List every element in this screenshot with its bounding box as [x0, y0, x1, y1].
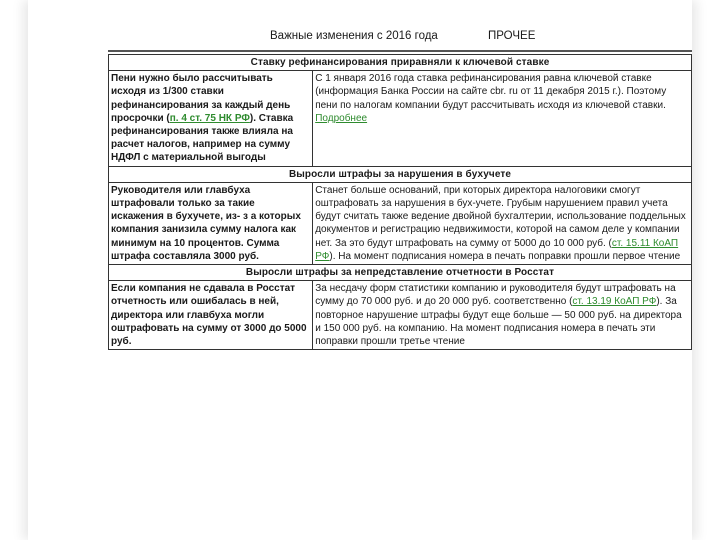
details-link[interactable]: Подробнее	[315, 112, 368, 124]
law-link[interactable]: ст. 15.11 КоАП РФ	[315, 237, 679, 262]
changes-table	[108, 54, 692, 350]
after-cell	[313, 71, 692, 166]
section-label: ПРОЧЕЕ	[488, 30, 536, 42]
law-link[interactable]: ст. 13.19 КоАП РФ	[572, 296, 657, 308]
header-divider	[108, 50, 692, 52]
after-text: Станет больше оснований, при которых директора налоговики смогут оштрафовать за нарушения в бух-учете. Грубым нарушением правил учета будут считать также ведение двойной бухгалтерии, использование поддельных документов и регистрацию недвижимости, которой на самом деле у компании нет. За это будут штрафовать на сумму от 5000 до 10 000 руб. (	[315, 184, 686, 249]
slide-header	[0, 30, 720, 50]
law-link[interactable]: п. 4 ст. 75 НК РФ	[169, 112, 250, 124]
table-heading-row	[109, 55, 692, 71]
after-text: За несдачу форм статистики компанию и руководителя будут штрафовать на сумму до 70 000 руб. и до 20 000 руб. соответственно (	[315, 283, 676, 308]
table-row	[109, 182, 692, 264]
before-cell	[109, 71, 313, 166]
table-heading-row	[109, 166, 692, 182]
after-text: С 1 января 2016 года ставка рефинансирования равна ключевой ставке (информация Банка России на сайте cbr. ru от 11 декабря 2015 г.). Поэтому пени по налогам компании будут рассчитывать исходя из ключевой ставки.	[315, 73, 667, 111]
before-text: Руководителя или главбуха штрафовали только за такие искажения в бухучете, из- з а которых компания занизила сумму налога как минимум на 10 процентов. Сумма штрафа составляла 3000 руб.	[111, 184, 301, 262]
table-row	[109, 281, 692, 350]
row-heading: Ставку рефинансирования приравняли к ключевой ставке	[109, 55, 692, 71]
before-cell	[109, 182, 313, 264]
after-cell	[313, 182, 692, 264]
before-text-tail: ). Ставка рефинансирования также влияла на расчет налогов, например на сумму НДФЛ с материальной выгоды	[111, 112, 294, 164]
slide-title: Важные изменения с 2016 года	[270, 30, 438, 42]
after-text-tail: ). На момент подписания номера в печать поправки прошли первое чтение	[329, 250, 681, 262]
table-heading-row	[109, 265, 692, 281]
row-heading: Выросли штрафы за нарушения в бухучете	[109, 166, 692, 182]
after-cell	[313, 281, 692, 350]
before-cell	[109, 281, 313, 350]
row-heading: Выросли штрафы за непредставление отчетности в Росстат	[109, 265, 692, 281]
after-text-tail: ). За повторное нарушение штрафы будут еще больше — 50 000 руб. на директора и 150 000 руб. на компанию. На момент подписания номера в печать эти поправки прошли третье чтение	[315, 296, 682, 348]
before-text: Если компания не сдавала в Росстат отчетность или ошибалась в ней, директора или главбуха могли оштрафовать на сумму от 3000 до 5000 руб.	[111, 283, 307, 348]
table-row	[109, 71, 692, 166]
before-text: Пени нужно было рассчитывать исходя из 1/300 ставки рефинансирования за каждый день просрочки (	[111, 73, 291, 124]
